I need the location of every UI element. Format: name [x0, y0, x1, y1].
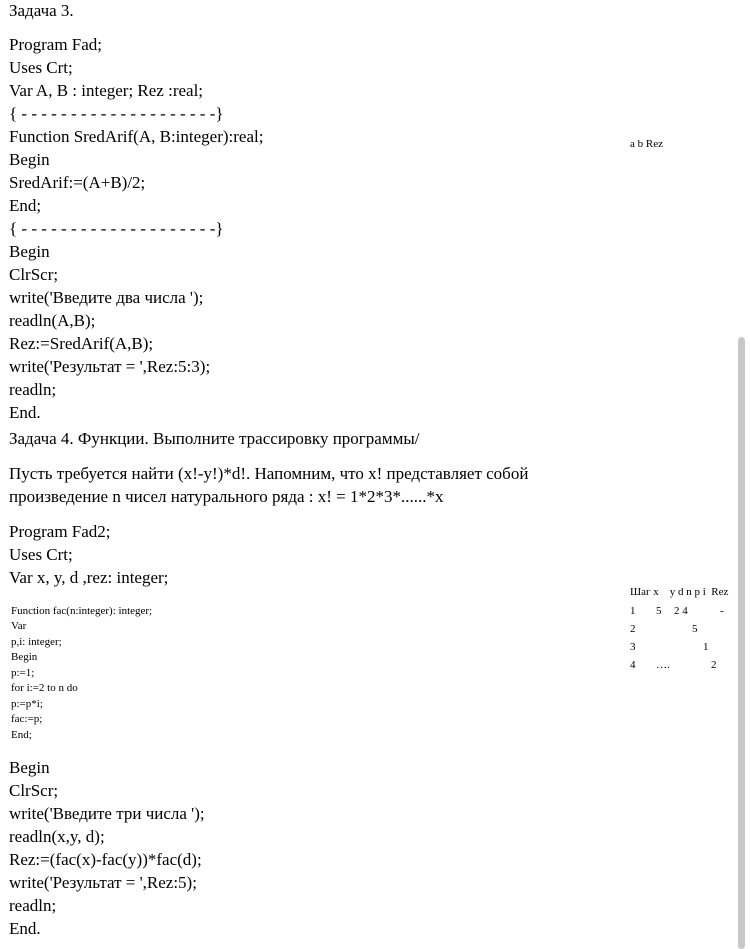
code-line: readln; [9, 896, 57, 915]
function-code-line: Var [11, 620, 27, 632]
code-line: write('Введите три числа '); [9, 804, 205, 823]
function-code-line: End; [11, 729, 32, 741]
code-line: ClrScr; [9, 265, 59, 284]
function-code-line: for i:=2 to n do [11, 682, 78, 694]
vertical-scrollbar[interactable] [736, 0, 750, 949]
trace-header-note: a b Rez [630, 138, 663, 150]
function-code-line: p:=1; [11, 667, 35, 679]
code-line: readln(x,y, d); [9, 827, 105, 846]
code-line: Begin [9, 758, 50, 777]
trace-cell-step: 3 [630, 641, 636, 653]
code-line: Rez:=(fac(x)-fac(y))*fac(d); [9, 850, 202, 869]
trace-table-header: Шаг x y d n p i Rez [630, 586, 729, 598]
code-line: ClrScr; [9, 781, 59, 800]
trace-cell-p: 1 [703, 641, 709, 653]
code-line: Program Fad2; [9, 522, 111, 541]
trace-cell-x: 5 [656, 605, 662, 617]
function-code-line: Function fac(n:integer): integer; [11, 605, 153, 617]
function-code-line: fac:=p; [11, 713, 43, 725]
code-line: Var A, B : integer; Rez :real; [9, 81, 204, 100]
trace-cell-step: 2 [630, 623, 636, 635]
code-line: End; [9, 196, 42, 215]
code-line: Begin [9, 150, 50, 169]
trace-cell-x: …. [656, 659, 670, 671]
code-line: { - - - - - - - - - - - - - - - - - - - -} [9, 219, 224, 238]
code-line: write('Введите два числа '); [9, 288, 204, 307]
code-line: Rez:=SredArif(A,B); [9, 334, 154, 353]
code-line: SredArif:=(A+B)/2; [9, 173, 146, 192]
task4-heading: Задача 4. Функции. Выполните трассировку программы/ [9, 429, 420, 448]
function-code-line: p,i: integer; [11, 636, 62, 648]
task4-text-line: Пусть требуется найти (x!-y!)*d!. Напомним, что x! представляет собой [9, 464, 529, 483]
code-line: Begin [9, 242, 50, 261]
scrollbar-thumb[interactable] [738, 337, 745, 949]
code-line: End. [9, 403, 41, 422]
trace-cell-n: 5 [692, 623, 698, 635]
code-line: readln; [9, 380, 57, 399]
code-line: End. [9, 919, 41, 938]
code-line: readln(A,B); [9, 311, 96, 330]
trace-cell-rez: - [720, 605, 724, 617]
function-code-line: Begin [11, 651, 38, 663]
code-line: Function SredArif(A, B:integer):real; [9, 127, 264, 146]
code-line: write('Результат = ',Rez:5:3); [9, 357, 211, 376]
trace-cell-yd: 2 4 [674, 605, 688, 617]
code-line: Uses Crt; [9, 545, 73, 564]
code-line: write('Результат = ',Rez:5); [9, 873, 197, 892]
trace-cell-i: 2 [711, 659, 717, 671]
code-line: Var x, y, d ,rez: integer; [9, 568, 169, 587]
task3-heading: Задача 3. [9, 1, 74, 20]
trace-cell-step: 4 [630, 659, 636, 671]
task4-text-line: произведение n чисел натурального ряда : x! = 1*2*3*......*x [9, 487, 444, 506]
code-line: Program Fad; [9, 35, 103, 54]
code-line: { - - - - - - - - - - - - - - - - - - - -} [9, 104, 224, 123]
trace-cell-step: 1 [630, 605, 636, 617]
code-line: Uses Crt; [9, 58, 73, 77]
function-code-line: p:=p*i; [11, 698, 43, 710]
